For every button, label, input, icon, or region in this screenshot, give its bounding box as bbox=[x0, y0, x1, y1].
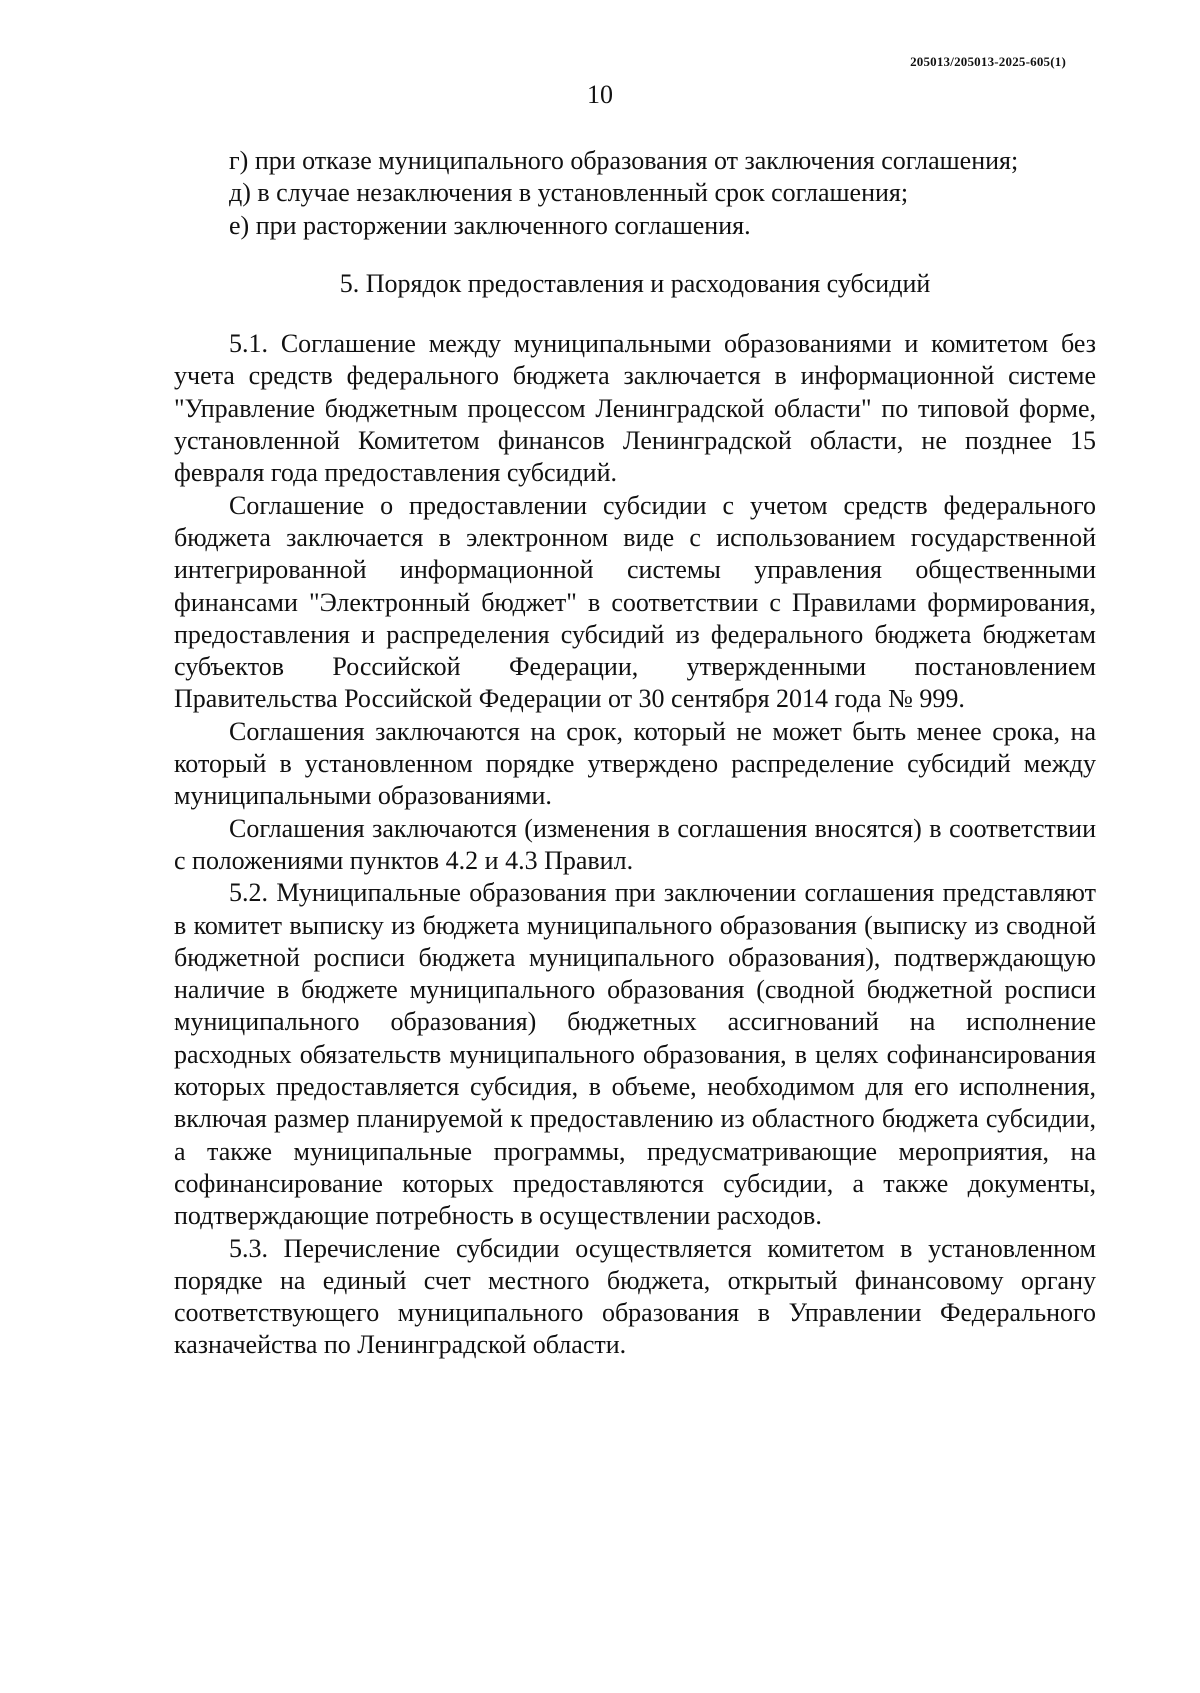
page-number: 10 bbox=[587, 80, 613, 109]
document-body bbox=[174, 145, 1096, 1362]
paragraph-5-2: 5.2. Муниципальные образования при заключении соглашения представляют в комитет выписку из бюджета муниципального образования (выписку из сводной бюджетной росписи бюджета муниципального образования), подтверждающую наличие в бюджете муниципального образования (сводной бюджетной росписи муниципального образования) бюджетных ассигнований на исполнение расходных обязательств муниципального образования, в целях софинансирования которых предоставляется субсидия, в объеме, необходимом для его исполнения, включая размер планируемой к предоставлению из областного бюджета субсидии, а также муниципальные программы, предусматривающие мероприятия, на софинансирование которых предоставляются субсидии, а также документы, подтверждающие потребность в осуществлении расходов. bbox=[174, 878, 1096, 1231]
section-heading: 5. Порядок предоставления и расходования субсидий bbox=[339, 268, 931, 298]
paragraph-agreement-term: Соглашения заключаются на срок, который не может быть менее срока, на который в установленном порядке утверждено распределение субсидий между муниципальными образованиями. bbox=[174, 716, 1096, 811]
paragraph-item-d: д) в случае незаключения в установленный срок соглашения; bbox=[229, 178, 909, 208]
paragraph-item-g: г) при отказе муниципального образования от заключения соглашения; bbox=[229, 146, 1019, 175]
document-id: 205013/205013-2025-605(1) bbox=[910, 54, 1066, 69]
paragraph-5-3: 5.3. Перечисление субсидии осуществляется комитетом в установленном порядке на единый счет местного бюджета, открытый финансовому органу соответствующего муниципального образования в Управлении Федерального казначейства по Ленинградской области. bbox=[174, 1233, 1096, 1360]
paragraph-agreement-changes: Соглашения заключаются (изменения в соглашения вносятся) в соответствии с положениями пунктов 4.2 и 4.3 Правил. bbox=[174, 813, 1096, 875]
paragraph-agreement-federal: Соглашение о предоставлении субсидии с учетом средств федерального бюджета заключается в электронном виде с использованием государственной интегрированной информационной системы управления общественными финансами "Электронный бюджет" в соответствии с Правилами формирования, предоставления и распределения субсидий из федерального бюджета бюджетам субъектов Российской Федерации, утвержденными постановлением Правительства Российской Федерации от 30 сентября 2014 года № 999. bbox=[174, 490, 1096, 714]
paragraph-5-1: 5.1. Соглашение между муниципальными образованиями и комитетом без учета средств федерального бюджета заключается в информационной системе "Управление бюджетным процессом Ленинградской области" по типовой форме, установленной Комитетом финансов Ленинградской области, не позднее 15 февраля года предоставления субсидий. bbox=[174, 329, 1096, 488]
paragraph-item-e: е) при расторжении заключенного соглашения. bbox=[229, 210, 751, 240]
